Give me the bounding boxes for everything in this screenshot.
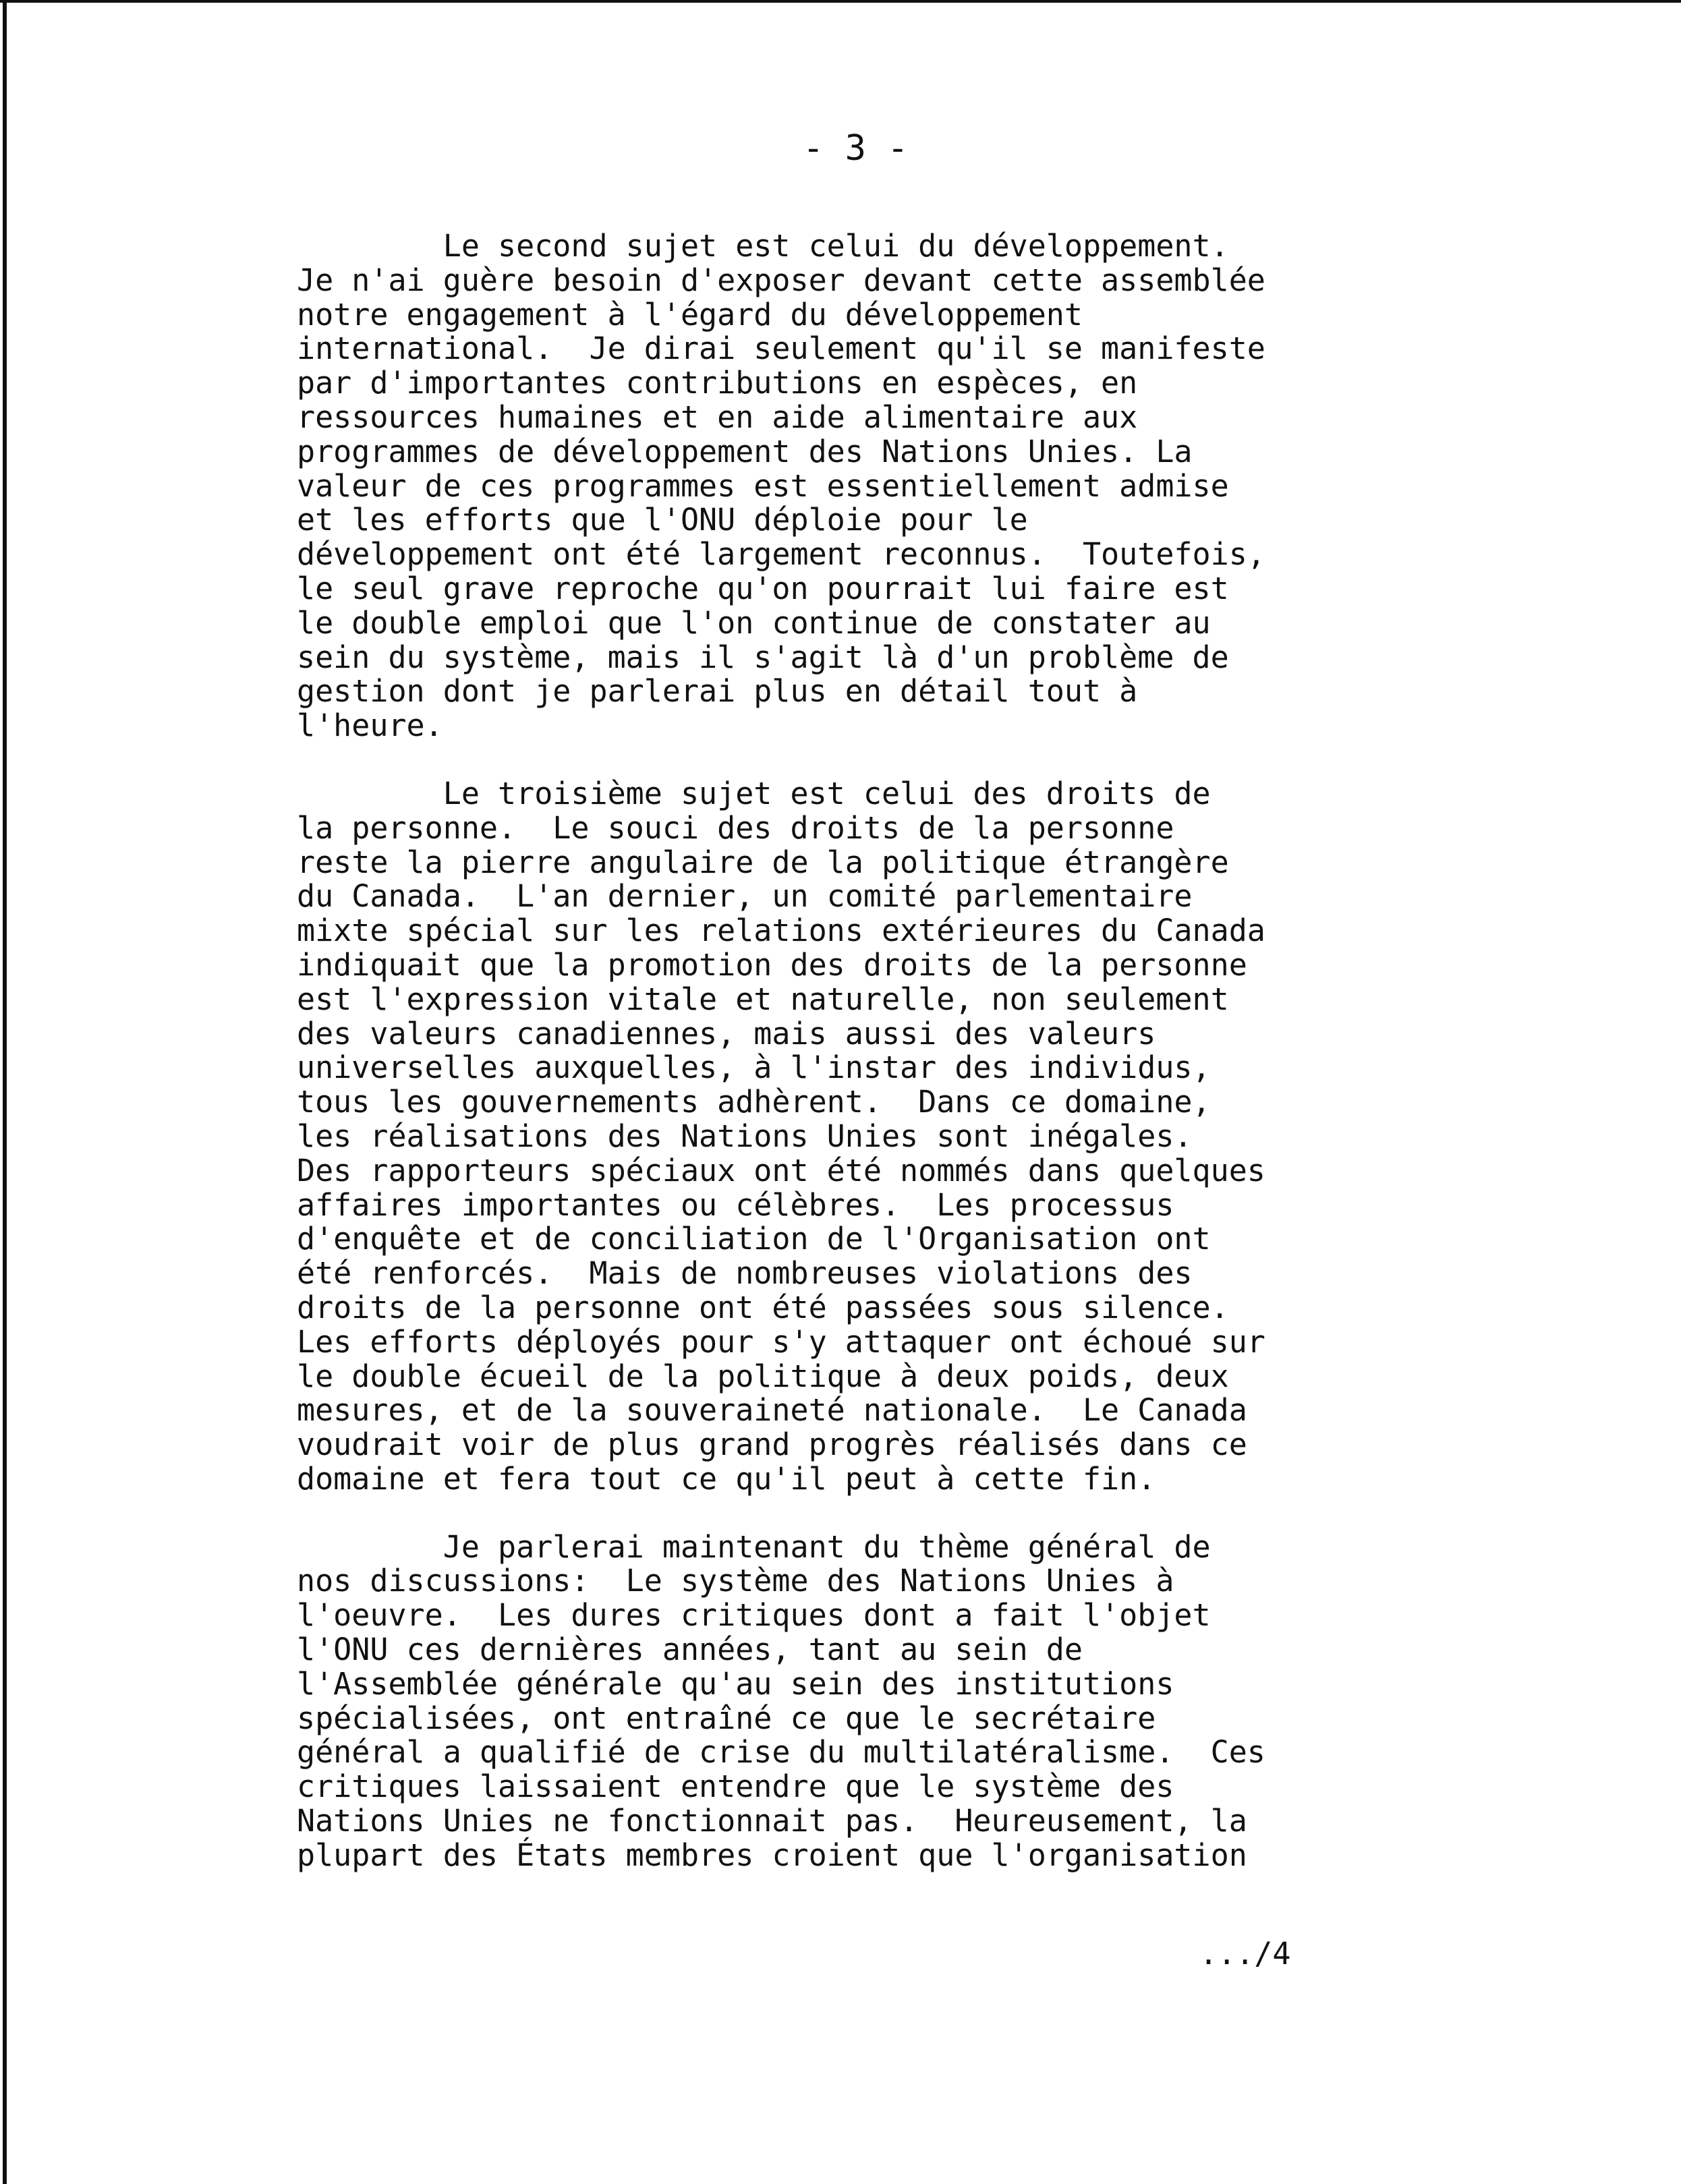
text-line: des valeurs canadiennes, mais aussi des valeurs <box>297 1015 1156 1052</box>
text-line: d'enquête et de conciliation de l'Organisation ont <box>297 1221 1211 1257</box>
text-line: critiques laissaient entendre que le système des <box>297 1769 1174 1805</box>
text-line: indiquait que la promotion des droits de la personne <box>297 946 1247 983</box>
text-line: est l'expression vitale et naturelle, non seulement <box>297 981 1229 1017</box>
text-line: la personne. Le souci des droits de la personne <box>297 809 1174 846</box>
text-line: mixte spécial sur les relations extérieures du Canada <box>297 913 1265 949</box>
paragraph-general-theme <box>297 1530 1403 1873</box>
text-line: les réalisations des Nations Unies sont inégales. <box>297 1118 1193 1154</box>
text-line: l'heure. <box>297 708 443 744</box>
text-line: Les efforts déployés pour s'y attaquer ont échoué sur <box>297 1323 1265 1360</box>
text-line: tous les gouvernements adhèrent. Dans ce domaine, <box>297 1084 1211 1120</box>
text-line: l'Assemblée générale qu'au sein des institutions <box>297 1665 1174 1702</box>
text-line: droits de la personne ont été passées sous silence. <box>297 1289 1229 1325</box>
text-line: programmes de développement des Nations Unies. La <box>297 433 1193 469</box>
text-line: Je n'ai guère besoin d'exposer devant cette assemblée <box>297 262 1265 298</box>
text-line: par d'importantes contributions en espèces, en <box>297 365 1138 401</box>
text-line: Nations Unies ne fonctionnait pas. Heureusement, la <box>297 1803 1247 1839</box>
text-line: universelles auxquelles, à l'instar des individus, <box>297 1050 1211 1086</box>
text-line: été renforcés. Mais de nombreuses violations des <box>297 1255 1193 1292</box>
text-line: reste la pierre angulaire de la politique étrangère <box>297 844 1229 880</box>
paragraph-human-rights <box>297 777 1403 1497</box>
text-line: affaires importantes ou célèbres. Les processus <box>297 1186 1174 1223</box>
text-line: ressources humaines et en aide alimentaire aux <box>297 399 1138 435</box>
text-line: l'ONU ces dernières années, tant au sein de <box>297 1632 1083 1668</box>
text-line: le double écueil de la politique à deux poids, deux <box>297 1358 1229 1394</box>
text-line: international. Je dirai seulement qu'il se manifeste <box>297 331 1265 367</box>
text-line: valeur de ces programmes est essentiellement admise <box>297 467 1229 504</box>
page-number: - 3 - <box>803 128 909 169</box>
text-line: notre engagement à l'égard du développement <box>297 296 1083 333</box>
text-line: plupart des États membres croient que l'organisation <box>297 1837 1247 1873</box>
text-line: domaine et fera tout ce qu'il peut à cette fin. <box>297 1460 1156 1497</box>
text-line: Le second sujet est celui du développement. <box>297 228 1229 264</box>
text-line: développement ont été largement reconnus. Toutefois, <box>297 536 1265 573</box>
top-border-line <box>0 0 1681 3</box>
text-line: Le troisième sujet est celui des droits de <box>297 775 1211 811</box>
body-text <box>297 229 1403 1873</box>
text-line: Je parlerai maintenant du thème général de <box>297 1528 1211 1565</box>
left-border-line <box>3 0 7 2184</box>
text-line: nos discussions: Le système des Nations Unies à <box>297 1563 1174 1599</box>
text-line: Des rapporteurs spéciaux ont été nommés dans quelques <box>297 1152 1265 1188</box>
text-line: le seul grave reproche qu'on pourrait lui faire est <box>297 570 1229 606</box>
paragraph-development <box>297 229 1403 743</box>
text-line: sein du système, mais il s'agit là d'un problème de <box>297 639 1229 675</box>
text-line: mesures, et de la souveraineté nationale. Le Canada <box>297 1392 1247 1429</box>
text-line: l'oeuvre. Les dures critiques dont a fait l'objet <box>297 1597 1211 1634</box>
text-line: général a qualifié de crise du multilatéralisme. Ces <box>297 1734 1265 1771</box>
continuation-marker: .../4 <box>1199 1936 1291 1972</box>
text-line: spécialisées, ont entraîné ce que le secrétaire <box>297 1700 1156 1736</box>
text-line: gestion dont je parlerai plus en détail tout à <box>297 673 1138 710</box>
text-line: du Canada. L'an dernier, un comité parlementaire <box>297 878 1193 915</box>
text-line: le double emploi que l'on continue de constater au <box>297 604 1211 641</box>
text-line: voudrait voir de plus grand progrès réalisés dans ce <box>297 1427 1247 1463</box>
text-line: et les efforts que l'ONU déploie pour le <box>297 502 1028 538</box>
